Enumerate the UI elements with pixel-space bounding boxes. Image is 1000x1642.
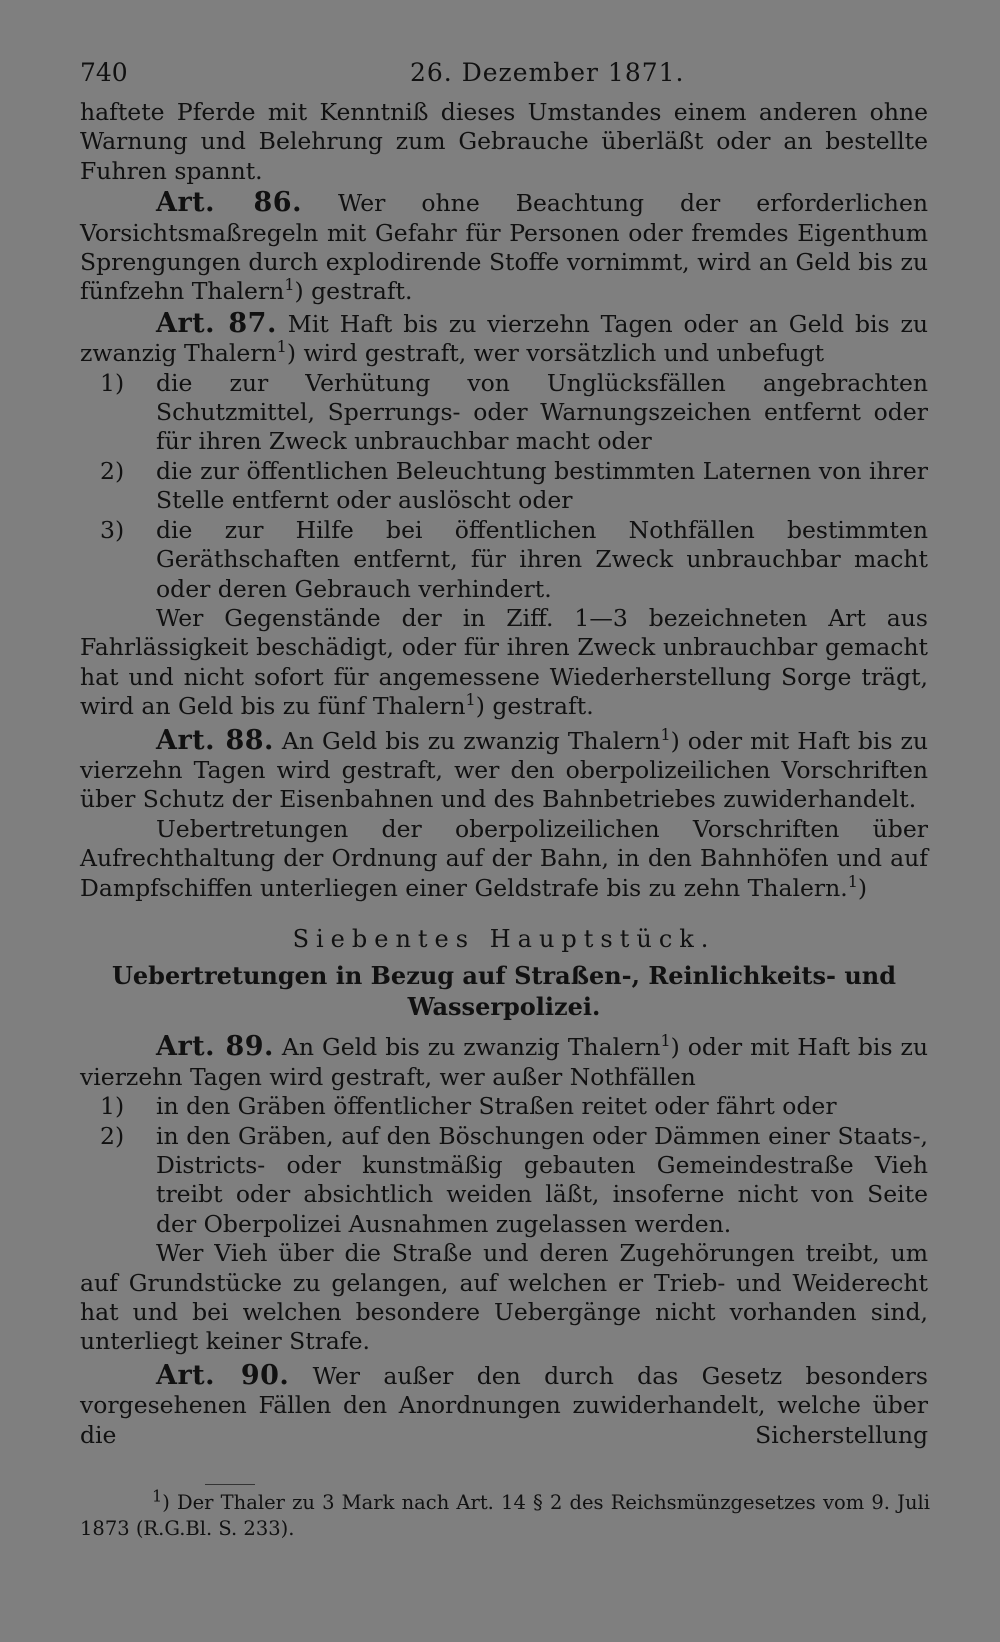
footnotes bbox=[80, 1486, 930, 1542]
article-88 bbox=[80, 726, 928, 815]
list-item-number: 1) bbox=[100, 1092, 125, 1121]
list-item-text: in den Gräben, auf den Böschungen oder Dämmen einer Staats-, Districts- oder kunstmäßig gebauten Gemeindestraße Vieh treibt oder absichtlich weiden läßt, insoferne nicht von Seite der Oberpolizei Ausnahmen zugelassen werden. bbox=[156, 1121, 928, 1238]
section-subtitle-line-2: Wasserpolizei. bbox=[407, 992, 601, 1022]
list-item-text: die zur Hilfe bei öffentlichen Nothfällen bestimmten Geräthschaften entfernt, für ihren Zweck unbrauchbar macht oder deren Gebrauch verhindert. bbox=[156, 515, 928, 603]
section-subtitle bbox=[80, 960, 928, 1022]
article-87-paragraph-2 bbox=[80, 604, 928, 722]
article-88-paragraph-2-text: Uebertretungen der oberpolizeilichen Vorschriften über Aufrechthaltung der Ordnung auf der Bahn, in den Bahnhöfen und auf Dampfschiffen unterliegen einer Geldstrafe bis zu zehn Thalern. bbox=[80, 814, 928, 902]
article-89-heading: Art. 89. bbox=[156, 1031, 274, 1063]
list-item bbox=[80, 369, 928, 457]
article-90-heading: Art. 90. bbox=[156, 1359, 290, 1391]
list-item bbox=[80, 1092, 928, 1121]
article-87-intro-text: Mit Haft bis zu vierzehn Tagen oder an Geld bis zu zwanzig Thalern bbox=[80, 309, 929, 368]
article-86 bbox=[80, 188, 928, 307]
continuation-paragraph: haftete Pferde mit Kenntniß dieses Umstandes einem anderen ohne Warnung und Belehrung zum Gebrauche überläßt oder an bestellte Fuhren spannt. bbox=[80, 98, 928, 185]
article-87-heading: Art. 87. bbox=[156, 307, 277, 339]
list-item bbox=[80, 457, 928, 516]
article-88-paragraph-2-tail: ) bbox=[857, 873, 868, 902]
list-item-number: 2) bbox=[100, 1121, 125, 1150]
article-88-paragraph-2 bbox=[80, 815, 928, 903]
article-90 bbox=[80, 1361, 928, 1450]
page-number: 740 bbox=[80, 58, 128, 87]
footnote-text: ) Der Thaler zu 3 Mark nach Art. 14 § 2 des Reichsmünzgesetzes vom 9. Juli 1873 (R.G.Bl. S. 233). bbox=[80, 1491, 930, 1540]
footnote-mark: 1 bbox=[152, 1486, 163, 1506]
article-87-paragraph-2-tail: ) gestraft. bbox=[475, 692, 594, 721]
article-86-tail: ) gestraft. bbox=[294, 277, 413, 306]
list-item bbox=[80, 1122, 928, 1240]
running-date: 26. Dezember 1871. bbox=[410, 58, 685, 87]
article-87-paragraph-2-text: Wer Gegenstände der in Ziff. 1—3 bezeichneten Art aus Fahrlässigkeit beschädigt, oder für ihren Zweck unbrauchbar gemacht hat und nicht sofort für angemessene Wiederherstellung Sorge trägt, wird an Geld bis zu fünf Thalern bbox=[80, 603, 928, 721]
footnote-rule bbox=[205, 1484, 255, 1485]
footnote-mark: 1 bbox=[660, 1031, 671, 1051]
footnote-mark: 1 bbox=[284, 275, 295, 295]
article-87-intro bbox=[80, 309, 928, 369]
article-89-intro-tail: ) oder mit Haft bis zu vierzehn Tagen wird gestraft, wer außer Nothfällen bbox=[80, 1033, 928, 1091]
article-86-heading: Art. 86. bbox=[156, 187, 302, 219]
article-88-tail: ) oder mit Haft bis zu vierzehn Tagen wird gestraft, wer den oberpolizeilichen Vorschriften über Schutz der Eisenbahnen und des Bahnbetriebes zuwiderhandelt. bbox=[80, 726, 928, 814]
footnote-mark: 1 bbox=[847, 871, 858, 891]
body-text bbox=[80, 98, 928, 1450]
list-item-text: die zur öffentlichen Beleuchtung bestimmten Laternen von ihrer Stelle entfernt oder auslöscht oder bbox=[156, 456, 928, 515]
article-86-text: Wer ohne Beachtung der erforderlichen Vorsichtsmaßregeln mit Gefahr für Personen oder fremdes Eigenthum Sprengungen durch explodirende Stoffe vornimmt, wird an Geld bis zu fünfzehn Thalern bbox=[80, 189, 928, 306]
footnote-mark: 1 bbox=[465, 690, 476, 710]
footnote-1 bbox=[80, 1486, 930, 1542]
footnote-mark: 1 bbox=[276, 337, 287, 357]
list-item-text: in den Gräben öffentlicher Straßen reitet oder fährt oder bbox=[156, 1092, 837, 1121]
article-88-heading: Art. 88. bbox=[156, 724, 274, 756]
article-87-intro-tail: ) wird gestraft, wer vorsätzlich und unbefugt bbox=[286, 339, 825, 368]
article-89-intro bbox=[80, 1032, 928, 1092]
article-89-intro-text: An Geld bis zu zwanzig Thalern bbox=[281, 1033, 661, 1062]
article-89-paragraph-2: Wer Vieh über die Straße und deren Zugehörungen treibt, um auf Grundstücke zu gelangen, auf welchen er Trieb- und Weiderecht hat und bei welchen besondere Uebergänge nicht vorhanden sind, unterliegt keiner Strafe. bbox=[80, 1239, 928, 1356]
list-item-number: 3) bbox=[100, 515, 125, 544]
list-item-number: 2) bbox=[100, 456, 125, 485]
section-subtitle-line-1: Uebertretungen in Bezug auf Straßen-, Reinlichkeits- und bbox=[111, 961, 897, 991]
article-90-text: Wer außer den durch das Gesetz besonders vorgesehenen Fällen den Anordnungen zuwiderhandelt, welche über die Sicherstellung bbox=[80, 1361, 928, 1449]
article-88-text: An Geld bis zu zwanzig Thalern bbox=[281, 726, 661, 755]
list-item-text: die zur Verhütung von Unglücksfällen angebrachten Schutzmittel, Sperrungs- oder Warnungszeichen entfernt oder für ihren Zweck unbrauchbar macht oder bbox=[156, 368, 928, 456]
running-header bbox=[80, 58, 928, 98]
list-item-number: 1) bbox=[100, 368, 125, 397]
footnote-mark: 1 bbox=[660, 724, 671, 744]
list-item bbox=[80, 516, 928, 604]
section-title: Siebentes Hauptstück. bbox=[292, 924, 716, 953]
